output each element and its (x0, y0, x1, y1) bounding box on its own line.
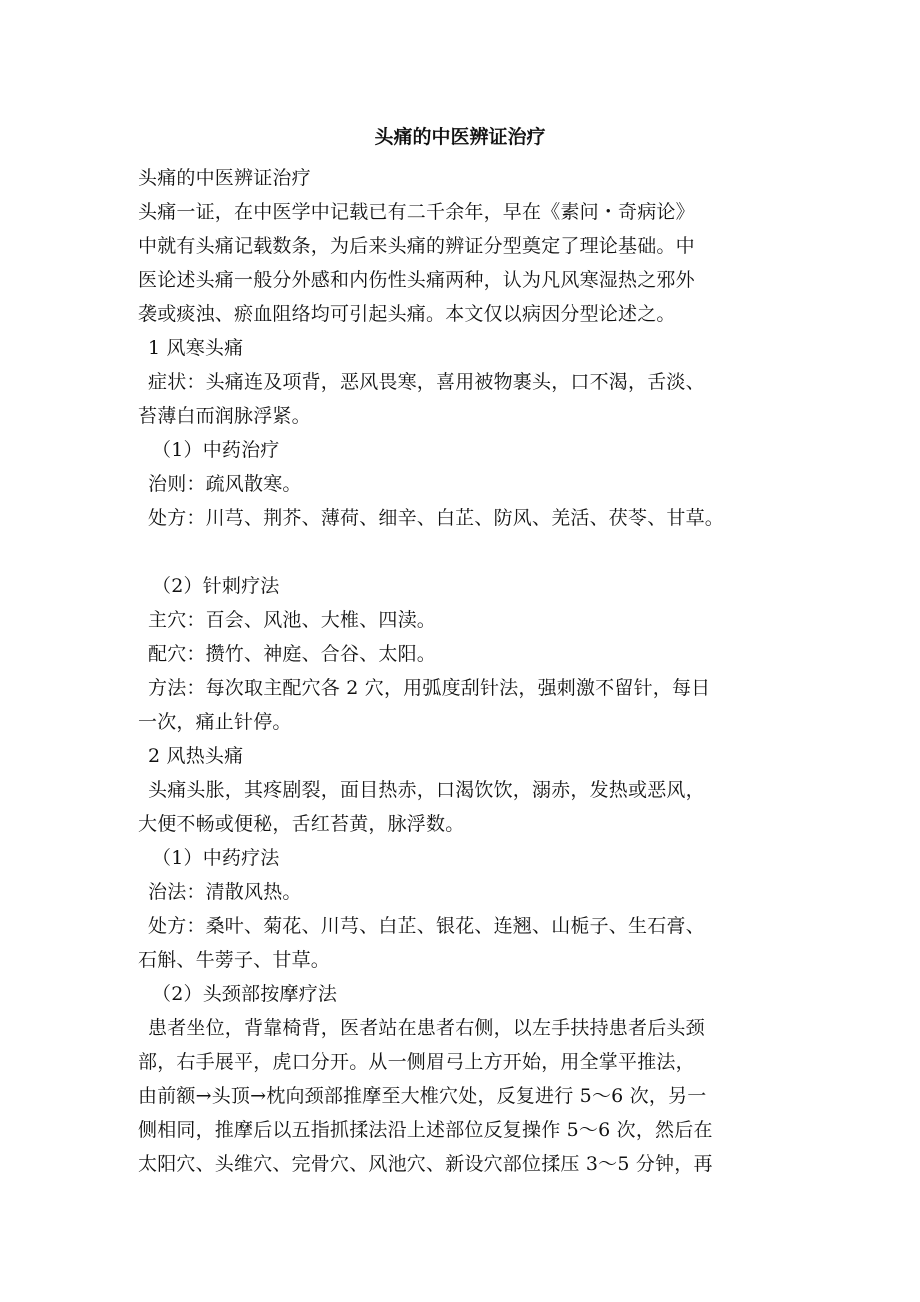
secondary-points-line: 配穴：攒竹、神庭、合谷、太阳。 (148, 643, 437, 665)
blank-line (138, 535, 818, 569)
subheading-massage: （2）头颈部按摩疗法 (152, 983, 338, 1005)
main-points-line: 主穴：百会、风池、大椎、四渎。 (148, 609, 437, 631)
massage-line-4: 侧相同，推摩后以五指抓揉法沿上述部位反复操作 5～6 次，然后在 (138, 1119, 713, 1141)
subheading-herbal-treatment: （1）中药治疗 (152, 439, 280, 461)
intro-line-3: 医论述头痛一般分外感和内伤性头痛两种，认为凡风寒湿热之邪外 (138, 269, 695, 291)
symptom-line-1: 症状：头痛连及项背，恶风畏寒，喜用被物裹头，口不渴，舌淡、 (148, 371, 705, 393)
intro-line-1: 头痛一证，在中医学中记载已有二千余年，早在《素问・奇病论》 (138, 201, 695, 223)
section-heading-wind-heat: 2 风热头痛 (148, 745, 244, 767)
wind-heat-symptom-line-1: 头痛头胀，其疼剧裂，面目热赤，口渴饮饮，溺赤，发热或恶风， (148, 779, 705, 801)
method-line-1: 方法：每次取主配穴各 2 穴，用弧度刮针法，强刺激不留针，每日 (148, 677, 711, 699)
subheading-herbal-therapy: （1）中药疗法 (152, 847, 280, 869)
massage-line-1: 患者坐位，背靠椅背，医者站在患者右侧，以左手扶持患者后头颈 (148, 1017, 705, 1039)
massage-line-2: 部，右手展平，虎口分开。从一侧眉弓上方开始，用全掌平推法， (138, 1051, 695, 1073)
method-line-2: 一次，痛止针停。 (138, 711, 292, 733)
prescription-line: 处方：川芎、荆芥、薄荷、细辛、白芷、防风、羌活、茯苓、甘草。 (148, 507, 725, 529)
document-body (138, 161, 818, 1181)
section-heading-wind-cold: 1 风寒头痛 (148, 337, 244, 359)
document-title: 头痛的中医辨证治疗 (374, 126, 546, 148)
wind-heat-symptom-line-2: 大便不畅或便秘，舌红苔黄，脉浮数。 (138, 813, 465, 835)
prescription-line-2b: 石斛、牛蒡子、甘草。 (138, 949, 331, 971)
massage-line-3: 由前额→头顶→枕向颈部推摩至大椎穴处，反复进行 5～6 次，另一 (138, 1085, 707, 1107)
subtitle-line: 头痛的中医辨证治疗 (138, 167, 311, 189)
subheading-acupuncture: （2）针刺疗法 (152, 575, 280, 597)
treatment-principle-line: 治则：疏风散寒。 (148, 473, 302, 495)
massage-line-5: 太阳穴、头维穴、完骨穴、风池穴、新设穴部位揉压 3～5 分钟，再 (138, 1153, 713, 1175)
intro-line-4: 袭或痰浊、瘀血阻络均可引起头痛。本文仅以病因分型论述之。 (138, 303, 676, 325)
prescription-line-2a: 处方：桑叶、菊花、川芎、白芷、银花、连翘、山栀子、生石膏、 (148, 915, 705, 937)
therapy-method-line: 治法：清散风热。 (148, 881, 302, 903)
symptom-line-2: 苔薄白而润脉浮紧。 (138, 405, 311, 427)
intro-line-2: 中就有头痛记载数条，为后来头痛的辨证分型奠定了理论基础。中 (138, 235, 695, 257)
